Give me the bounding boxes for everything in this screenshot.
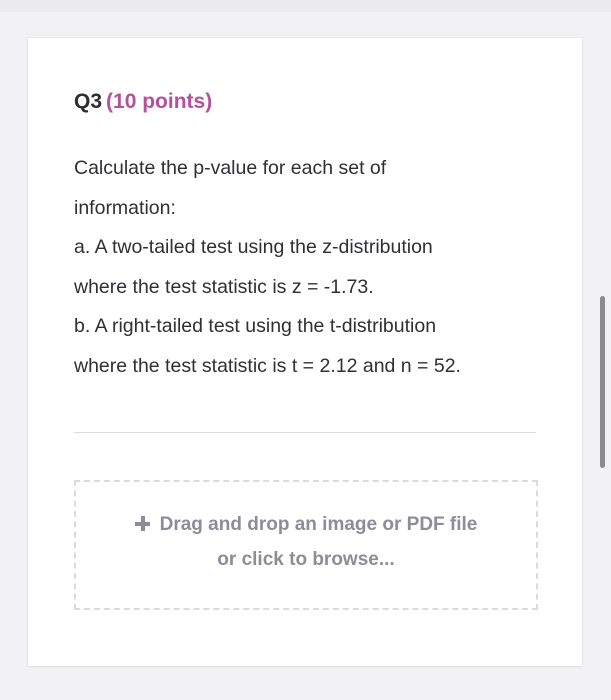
question-line: where the test statistic is t = 2.12 and n = 52. — [74, 354, 461, 377]
question-card — [28, 38, 582, 666]
scrollbar-thumb[interactable] — [600, 296, 605, 468]
question-text — [74, 149, 544, 386]
divider — [74, 432, 536, 433]
top-strip — [0, 0, 611, 12]
question-line: where the test statistic is z = -1.73. — [74, 275, 374, 298]
question-line: information: — [74, 196, 176, 219]
upload-prompt — [76, 514, 536, 536]
question-line: Calculate the p-value for each set of — [74, 157, 387, 179]
file-upload-dropzone[interactable] — [74, 480, 538, 610]
plus-icon — [135, 516, 150, 531]
upload-prompt-text: Drag and drop an image or PDF file — [159, 514, 478, 535]
question-title — [74, 90, 212, 114]
question-points: (10 points) — [106, 90, 213, 113]
browse-prompt[interactable]: or click to browse... — [217, 549, 395, 570]
question-line: b. A right-tailed test using the t-distribution — [74, 315, 437, 337]
question-number: Q3 — [74, 90, 103, 113]
question-line: a. A two-tailed test using the z-distribution — [74, 236, 433, 258]
